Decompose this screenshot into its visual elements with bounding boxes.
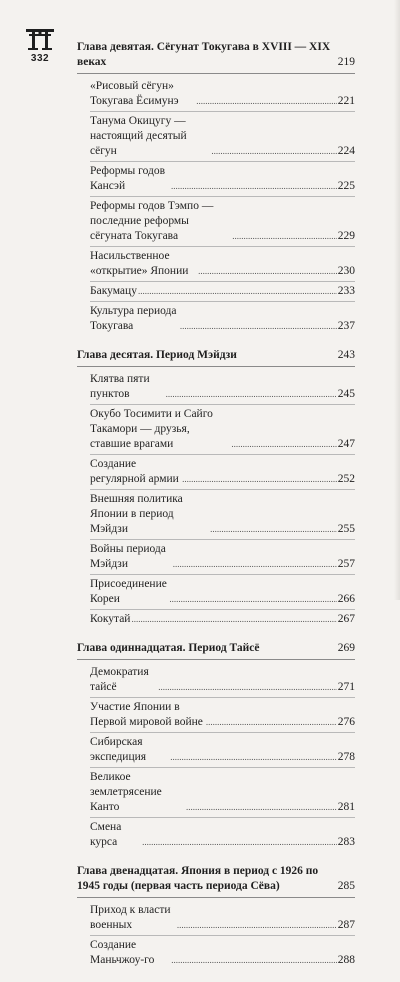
entry-page: 257 — [337, 558, 355, 570]
chapter-page: 285 — [337, 880, 355, 892]
chapter-heading — [77, 40, 355, 74]
toc-entry — [90, 370, 355, 405]
entry-page: 288 — [337, 954, 355, 966]
entry-page: 255 — [337, 523, 355, 535]
leader-dots — [211, 147, 336, 156]
entry-page: 287 — [337, 919, 355, 931]
entry-page: 278 — [337, 751, 355, 763]
entry-title: Приход к власти военных — [90, 904, 171, 931]
chapter-title: Глава одиннадцатая. Период Тайсё — [77, 642, 260, 654]
chapter-heading — [77, 864, 355, 898]
toc-entry — [90, 698, 355, 733]
toc-entry — [90, 768, 355, 818]
toc-entry — [90, 901, 355, 936]
chapter-12 — [77, 864, 355, 970]
entry-page: 245 — [337, 388, 355, 400]
chapter-11 — [77, 641, 355, 852]
leader-dots — [173, 560, 337, 569]
entry-title: Бакумацу — [90, 285, 137, 297]
toc-entry — [90, 575, 355, 610]
entry-page: 225 — [337, 180, 355, 192]
entry-title: Смена курса — [90, 821, 122, 848]
entry-title: Демократия тайсё — [90, 666, 149, 693]
entry-title: Сибирская экспедиция — [90, 736, 147, 763]
toc-entry — [90, 302, 355, 336]
leader-dots — [196, 97, 336, 106]
toc-entry — [90, 162, 355, 197]
toc-entry — [90, 936, 355, 970]
leader-dots — [142, 838, 337, 847]
chapter-title: Глава десятая. Период Мэйдзи — [77, 349, 237, 361]
entry-title: Насильственное «открытие» Японии — [90, 250, 189, 277]
entry-page: 252 — [337, 473, 355, 485]
entry-title: Участие Японии в Первой мировой войне — [90, 701, 203, 728]
toc-entry — [90, 818, 355, 852]
entry-title: Реформы годов Кансэй — [90, 165, 166, 192]
chapter-heading — [77, 348, 355, 367]
toc-entry — [90, 112, 355, 162]
toc-entry — [90, 733, 355, 768]
leader-dots — [198, 267, 337, 276]
entry-title: «Рисовый сёгун» Токугава Ёсимунэ — [90, 80, 179, 107]
torii-gate-icon — [25, 28, 55, 50]
leader-dots — [170, 753, 336, 762]
entry-page: 271 — [337, 681, 355, 693]
entry-page: 229 — [337, 230, 355, 242]
toc-entry — [90, 197, 355, 247]
toc-entry — [90, 405, 355, 455]
chapter-page: 243 — [337, 349, 355, 361]
leader-dots — [232, 232, 337, 241]
leader-dots — [171, 956, 337, 965]
entry-page: 221 — [337, 95, 355, 107]
entry-page: 224 — [337, 145, 355, 157]
entry-title: Культура периода Токугава — [90, 305, 177, 332]
leader-dots — [177, 921, 337, 930]
toc-entry — [90, 663, 355, 698]
entry-title: Войны периода Мэйдзи — [90, 543, 166, 570]
leader-dots — [206, 718, 337, 727]
entry-page: 233 — [337, 285, 355, 297]
toc-entry — [90, 540, 355, 575]
chapter-10 — [77, 348, 355, 629]
entry-title: Присоединение Кореи — [90, 578, 167, 605]
toc-entry — [90, 490, 355, 540]
toc-entry — [90, 282, 355, 302]
leader-dots — [180, 322, 337, 331]
entry-page: 266 — [337, 593, 355, 605]
toc-entry — [90, 77, 355, 112]
leader-dots — [166, 390, 337, 399]
leader-dots — [138, 287, 337, 296]
chapter-9 — [77, 40, 355, 336]
chapter-page: 269 — [337, 642, 355, 654]
page-edge-shadow — [394, 0, 400, 600]
entry-title: Создание регулярной армии — [90, 458, 179, 485]
leader-dots — [158, 683, 336, 692]
toc-entry — [90, 247, 355, 282]
entry-page: 276 — [337, 716, 355, 728]
entry-title: Реформы годов Тэмпо — последние реформы сёгуната Токугава — [90, 200, 214, 242]
chapter-page: 219 — [337, 56, 355, 68]
table-of-contents — [77, 40, 355, 982]
page-number: 332 — [30, 53, 50, 64]
toc-entry — [90, 610, 355, 629]
chapter-title: Глава двенадцатая. Япония в период с 1926 по 1945 годы (первая часть периода Сёва) — [77, 865, 319, 892]
leader-dots — [231, 440, 336, 449]
entry-title: Кокутай — [90, 613, 131, 625]
chapter-title: Глава девятая. Сёгунат Токугава в XVIII — XIX веках — [77, 41, 331, 68]
leader-dots — [171, 182, 337, 191]
toc-entry — [90, 455, 355, 490]
entry-page: 230 — [337, 265, 355, 277]
leader-dots — [182, 475, 337, 484]
page-marker — [18, 28, 62, 64]
entry-title: Окубо Тосимити и Сайго Такамори — друзья, ставшие врагами — [90, 408, 213, 450]
entry-title: Танума Окицугу — настоящий десятый сёгун — [90, 115, 187, 157]
entry-page: 267 — [337, 613, 355, 625]
entry-title: Великое землетрясение Канто — [90, 771, 162, 813]
entry-page: 247 — [337, 438, 355, 450]
leader-dots — [131, 615, 336, 624]
chapter-heading — [77, 641, 355, 660]
entry-title: Внешняя политика Японии в период Мэйдзи — [90, 493, 183, 535]
leader-dots — [186, 803, 337, 812]
entry-page: 283 — [337, 836, 355, 848]
entry-page: 281 — [337, 801, 355, 813]
entry-page: 237 — [337, 320, 355, 332]
leader-dots — [210, 525, 337, 534]
entry-title: Создание Маньчжоу-го — [90, 939, 155, 966]
entry-title: Клятва пяти пунктов — [90, 373, 150, 400]
